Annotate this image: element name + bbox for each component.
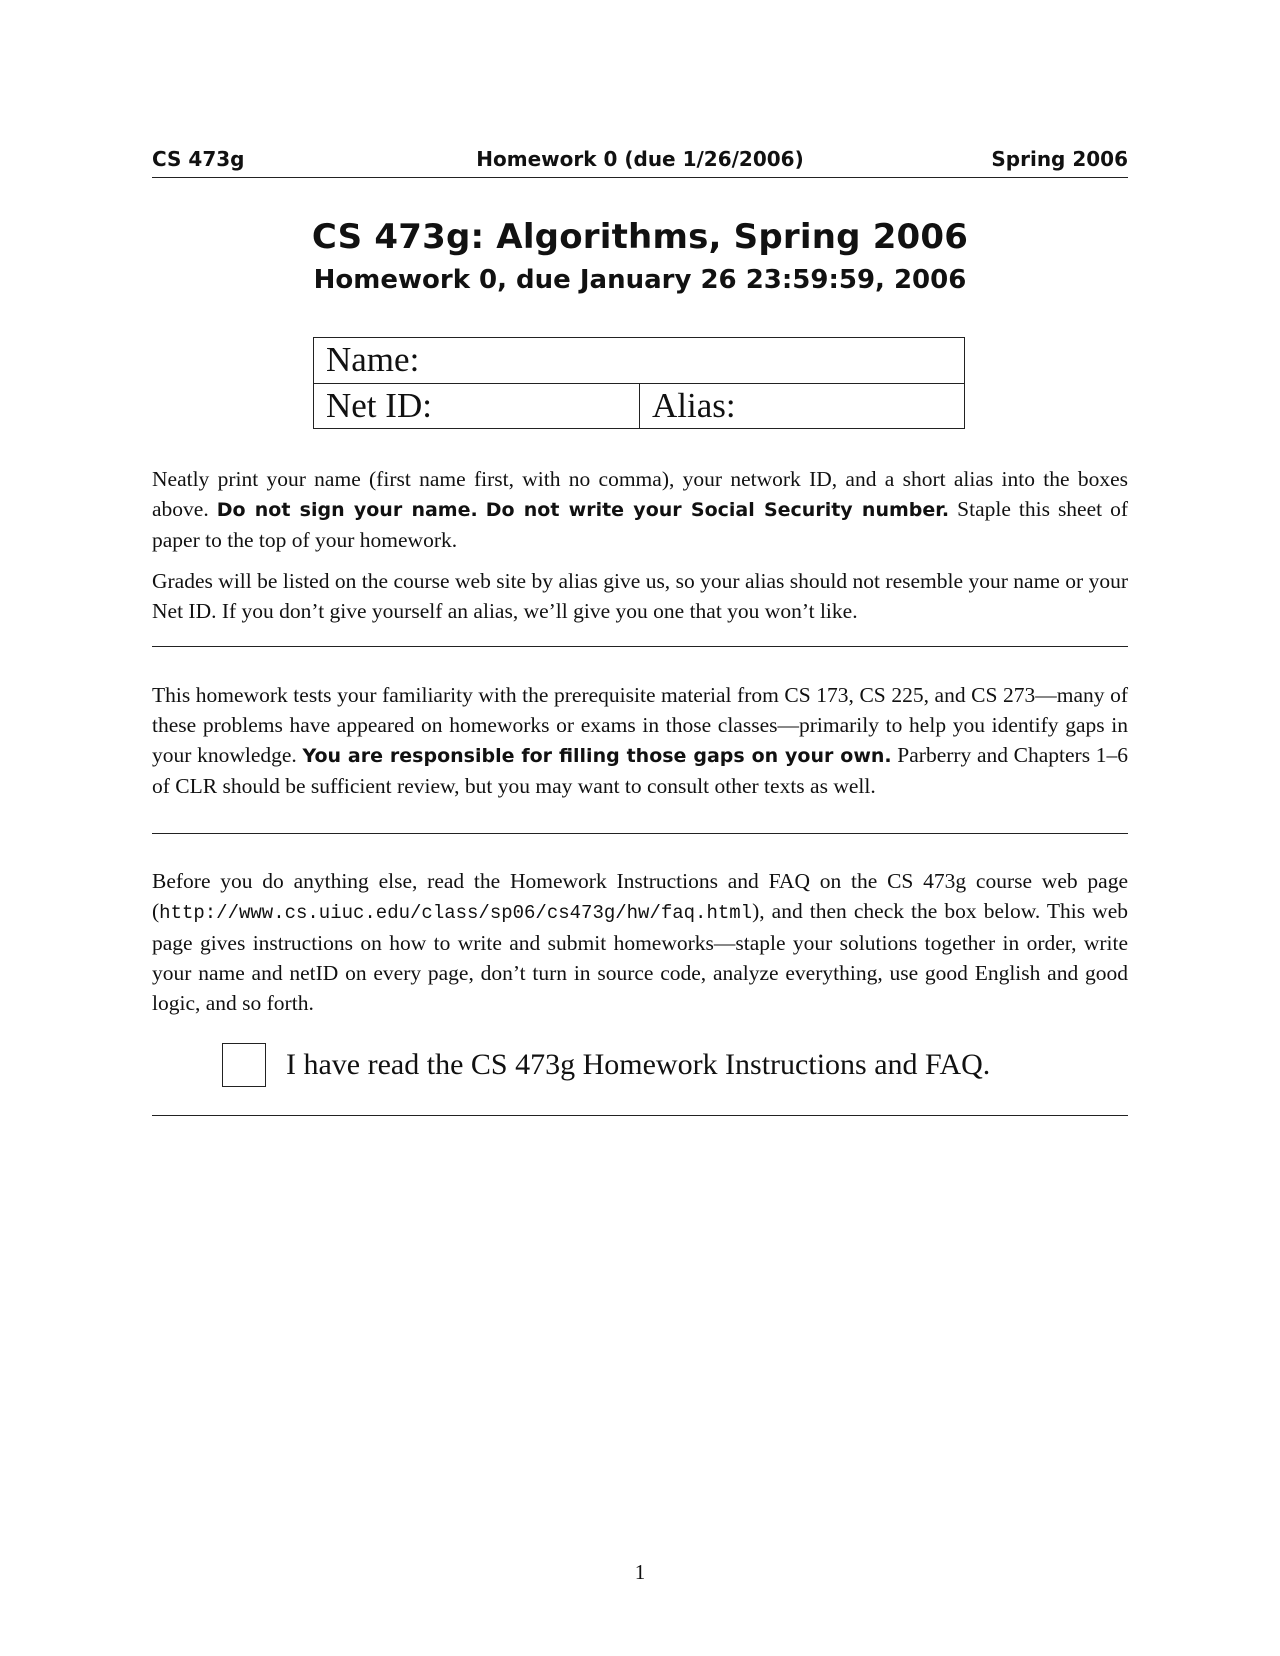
- student-info-box: [313, 337, 965, 429]
- header-term: Spring 2006: [991, 147, 1128, 171]
- prereq-text-a: This homework tests your familiarity with the prerequisite material from CS 173, CS 225, and CS 273—many of these problems have appeared on homeworks or exams in those classes—primarily to help you identify gaps in your knowledge.: [152, 683, 1128, 767]
- instructions-text-a: Neatly print your name (first name first, with no comma), your network ID, and a short alias into the boxes above.: [152, 467, 1128, 521]
- netid-field[interactable]: Net ID:: [314, 384, 640, 429]
- grades-paragraph: Grades will be listed on the course web site by alias give us, so your alias should not resemble your name or your Net ID. If you don’t give yourself an alias, we’ll give you one that you won’t like.: [152, 569, 1128, 623]
- divider-3: [152, 1115, 1128, 1116]
- page-number: 1: [634, 1560, 646, 1584]
- divider-1: [152, 646, 1128, 647]
- running-header: [152, 147, 1128, 178]
- ssn-warning: Do not write your Social Security number.: [485, 499, 950, 521]
- responsibility-note: You are responsible for filling those gaps on your own.: [302, 745, 892, 767]
- page-subtitle: Homework 0, due January 26 23:59:59, 2006: [313, 265, 967, 295]
- do-not-sign-warning: Do not sign your name.: [216, 499, 478, 521]
- id-alias-row: [314, 384, 964, 429]
- name-field[interactable]: Name:: [326, 340, 420, 379]
- name-row: [314, 338, 964, 384]
- faq-text-b: ), and then check the box below. This web page gives instructions on how to write and submit homeworks—staple your solutions together in order, write your name and netID on every page, don’t turn in source code, analyze everything, use good English and good logic, and so forth.: [152, 899, 1128, 1015]
- faq-url-link[interactable]: http://www.cs.uiuc.edu/class/sp06/cs473g/hw/faq.html: [159, 902, 753, 924]
- header-course: CS 473g: [152, 147, 245, 171]
- header-assignment: Homework 0 (due 1/26/2006): [476, 147, 804, 171]
- page-title: CS 473g: Algorithms, Spring 2006: [311, 217, 969, 257]
- faq-read-checkbox[interactable]: [222, 1043, 266, 1087]
- divider-2: [152, 833, 1128, 834]
- faq-paragraph: [152, 866, 1128, 1018]
- instructions-paragraph: [152, 464, 1128, 555]
- instructions-text-b: Staple this sheet of paper to the top of your homework.: [152, 497, 1129, 552]
- prerequisites-paragraph: [152, 680, 1128, 801]
- faq-read-checkbox-label: I have read the CS 473g Homework Instructions and FAQ.: [286, 1048, 991, 1081]
- faq-text-a: Before you do anything else, read the Homework Instructions and FAQ on the CS 473g course web page (: [152, 869, 1128, 923]
- alias-field[interactable]: Alias:: [652, 386, 736, 425]
- document-page: [152, 0, 1128, 1656]
- prereq-text-b: Parberry and Chapters 1–6 of CLR should be sufficient review, but you may want to consult other texts as well.: [152, 743, 1128, 798]
